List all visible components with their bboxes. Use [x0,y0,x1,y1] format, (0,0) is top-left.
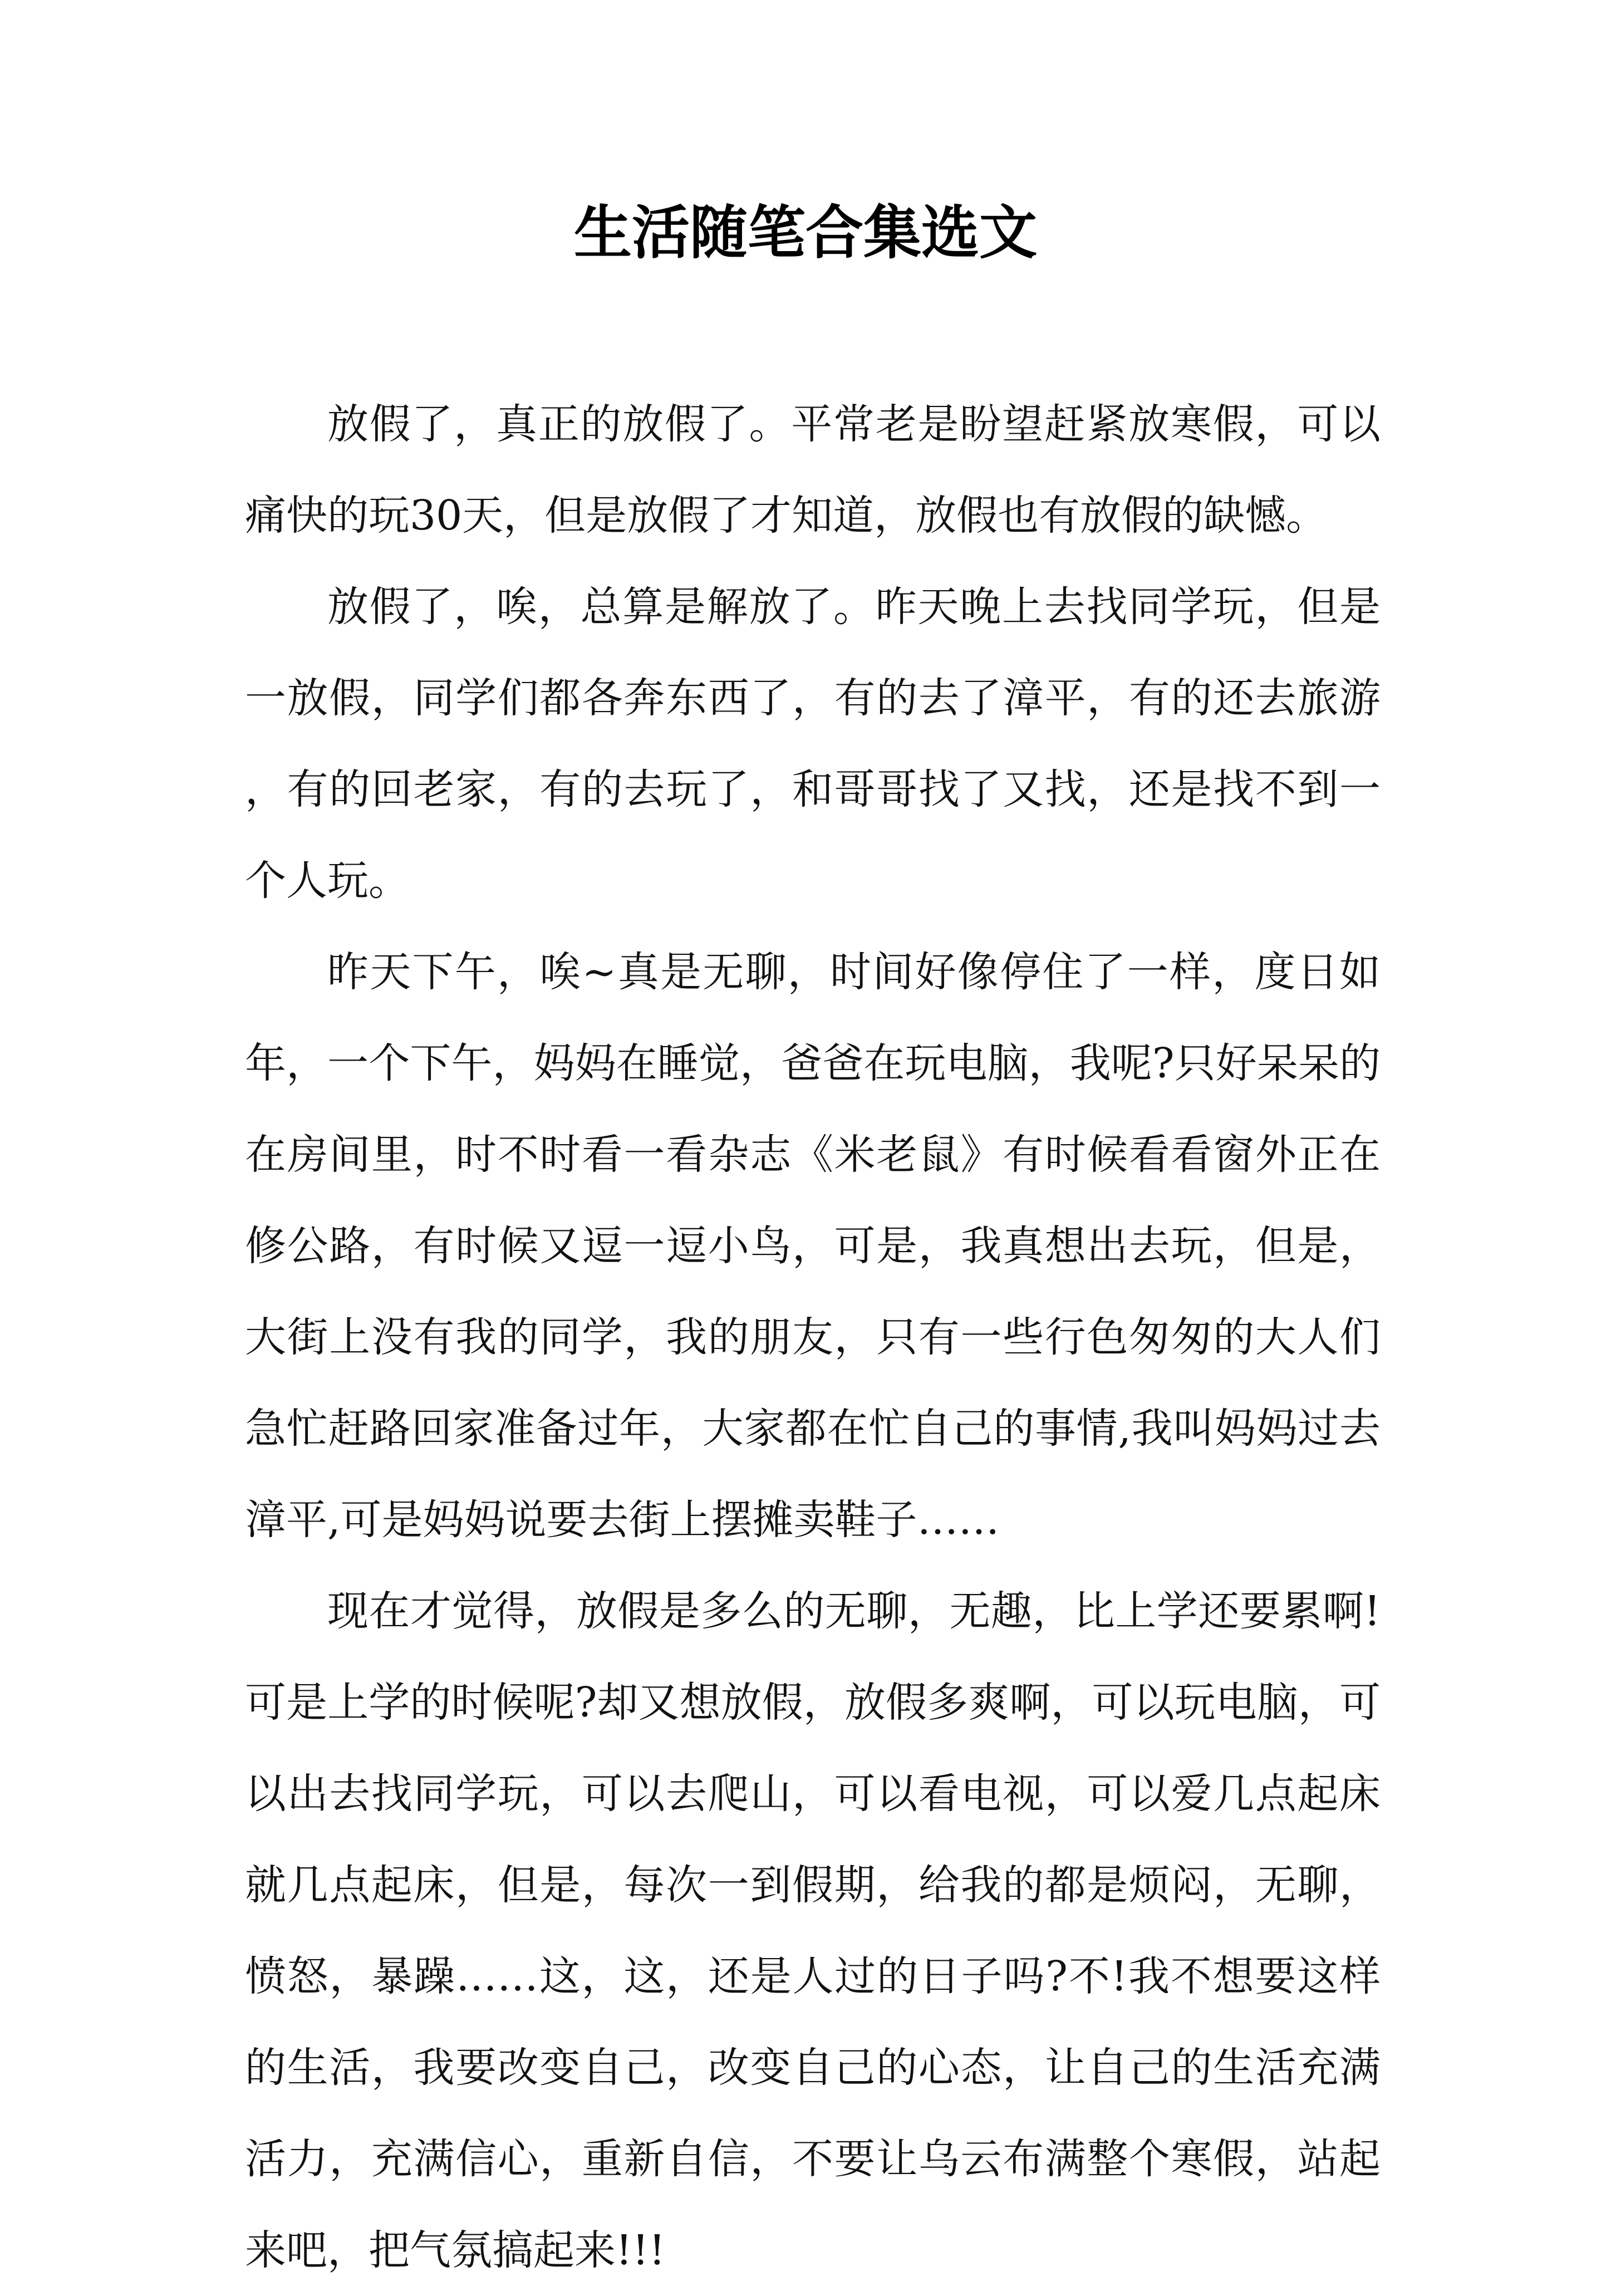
document-title: 生活随笔合集选文 [573,198,1037,267]
paragraph-3: 昨天下午，唉~真是无聊，时间好像停住了一样，度日如年，一个下午，妈妈在睡觉，爸爸在玩电脑，我呢?只好呆呆的在房间里，时不时看一看杂志《米老鼠》有时候看看窗外正在修公路，有时候又逗一逗小鸟，可是，我真想出去玩，但是，大街上没有我的同学，我的朋友，只有一些行色匆匆的大人们急忙赶路回家准备过年，大家都在忙自己的事情,我叫妈妈过去漳平,可是妈妈说要去街上摆摊卖鞋子…… [245,948,1381,1544]
paragraph-2: 放假了，唉，总算是解放了。昨天晚上去找同学玩，但是一放假，同学们都各奔东西了，有的去了漳平，有的还去旅游，有的回老家，有的去玩了，和哥哥找了又找，还是找不到一个人玩。 [245,583,1381,905]
document-body [245,379,1381,2296]
paragraph-1: 放假了，真正的放假了。平常老是盼望赶紧放寒假，可以痛快的玩30天，但是放假了才知道，放假也有放假的缺憾。 [245,400,1381,539]
paragraph-4: 现在才觉得，放假是多么的无聊，无趣，比上学还要累啊!可是上学的时候呢?却又想放假，放假多爽啊，可以玩电脑，可以出去找同学玩，可以去爬山，可以看电视，可以爱几点起床就几点起床，但是，每次一到假期，给我的都是烦闷，无聊，愤怒，暴躁……这，这，还是人过的日子吗?不!我不想要这样的生活，我要改变自己，改变自己的心态，让自己的生活充满活力，充满信心，重新自信，不要让乌云布满整个寒假，站起来吧，把气氛搞起来!!! [245,1587,1381,2274]
